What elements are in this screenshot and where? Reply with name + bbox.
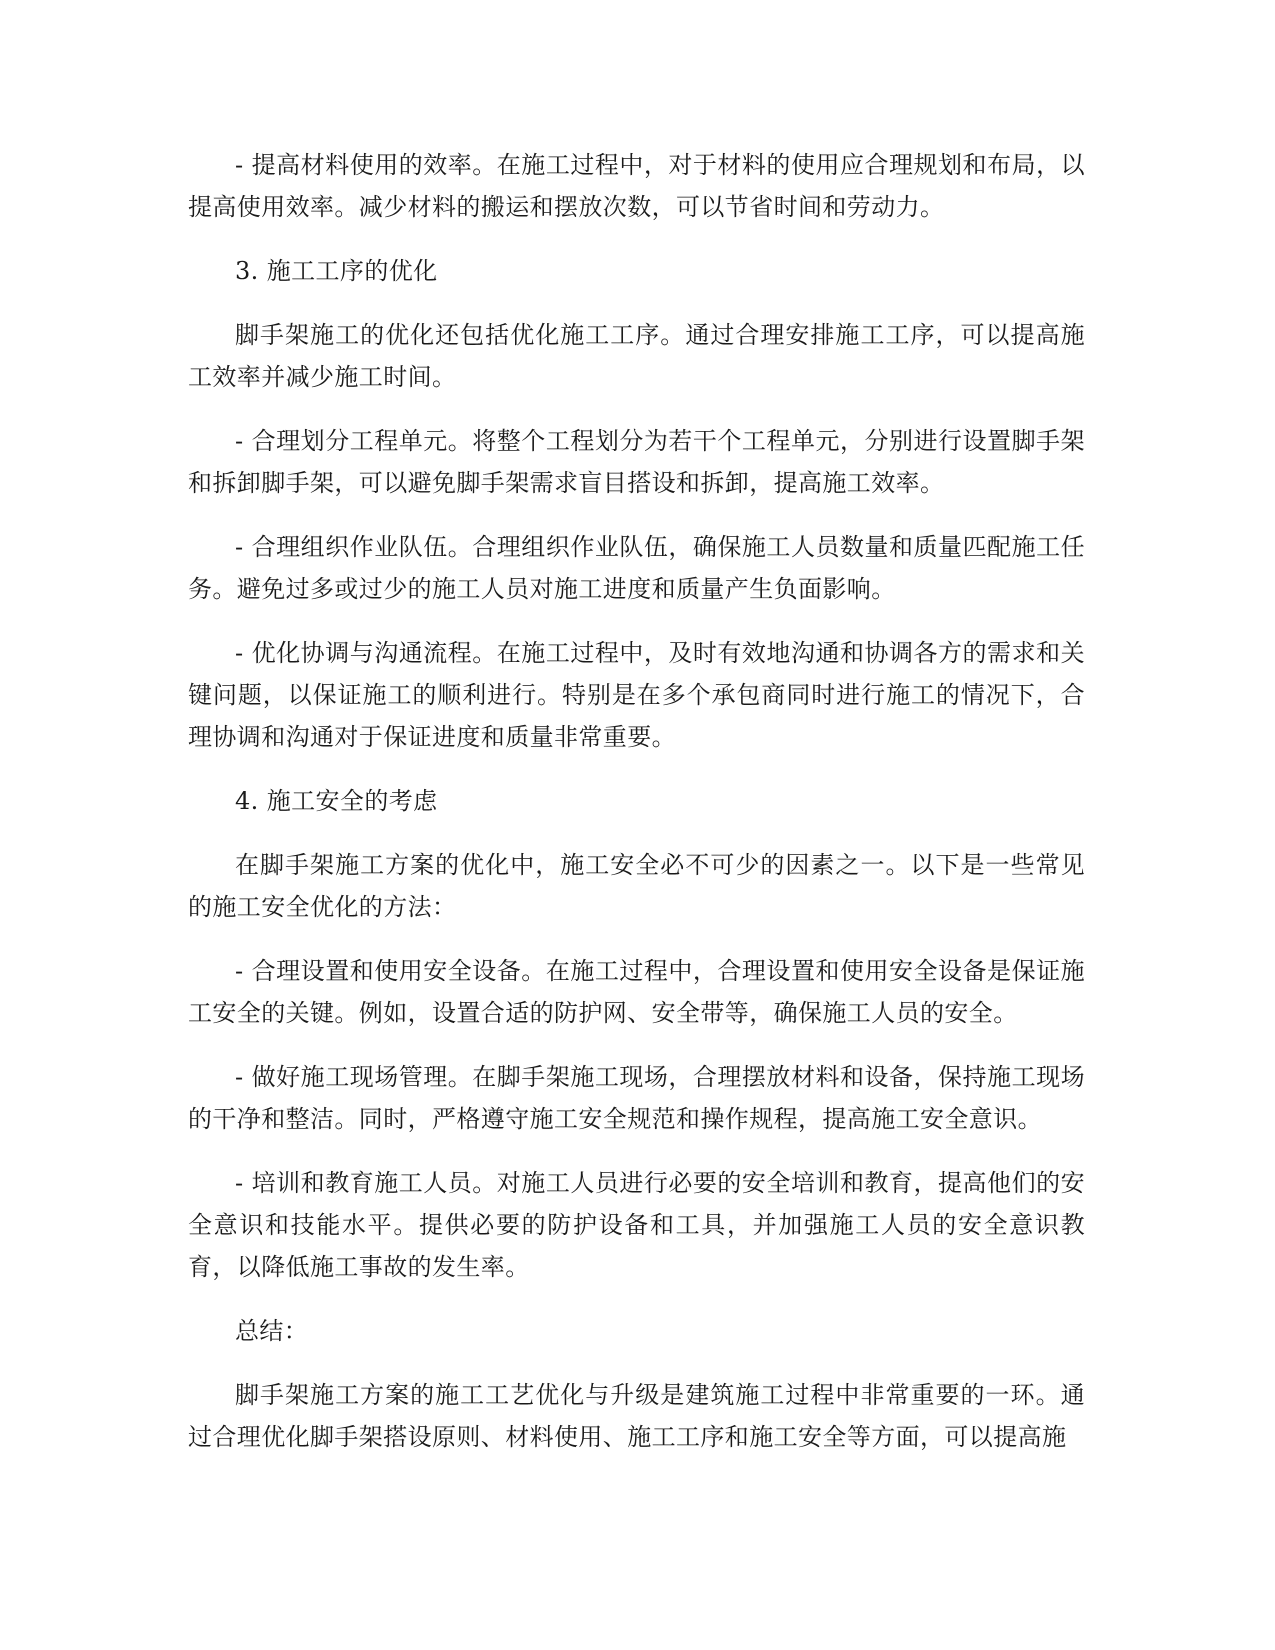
paragraph-work-teams: - 合理组织作业队伍。合理组织作业队伍，确保施工人员数量和质量匹配施工任务。避免过多或过少的施工人员对施工进度和质量产生负面影响。 bbox=[188, 533, 1085, 603]
paragraph-site-management: - 做好施工现场管理。在脚手架施工现场，合理摆放材料和设备，保持施工现场的干净和整洁。同时，严格遵守施工安全规范和操作规程，提高施工安全意识。 bbox=[188, 1063, 1085, 1133]
document-page bbox=[188, 144, 1085, 1480]
paragraph-coordination: - 优化协调与沟通流程。在施工过程中，及时有效地沟通和协调各方的需求和关键问题，以保证施工的顺利进行。特别是在多个承包商同时进行施工的情况下，合理协调和沟通对于保证进度和质量非常重要。 bbox=[188, 639, 1085, 751]
paragraph-training: - 培训和教育施工人员。对施工人员进行必要的安全培训和教育，提高他们的安全意识和技能水平。提供必要的防护设备和工具，并加强施工人员的安全意识教育，以降低施工事故的发生率。 bbox=[188, 1169, 1085, 1281]
paragraph-safety-intro: 在脚手架施工方案的优化中，施工安全必不可少的因素之一。以下是一些常见的施工安全优化的方法： bbox=[188, 851, 1085, 921]
paragraph-summary: 脚手架施工方案的施工工艺优化与升级是建筑施工过程中非常重要的一环。通过合理优化脚手架搭设原则、材料使用、施工工序和施工安全等方面，可以提高施 bbox=[188, 1381, 1085, 1451]
paragraph-material-efficiency: - 提高材料使用的效率。在施工过程中，对于材料的使用应合理规划和布局，以提高使用效率。减少材料的搬运和摆放次数，可以节省时间和劳动力。 bbox=[188, 151, 1085, 221]
paragraph-process-intro: 脚手架施工的优化还包括优化施工工序。通过合理安排施工工序，可以提高施工效率并减少施工时间。 bbox=[188, 321, 1085, 391]
paragraph-safety-equipment: - 合理设置和使用安全设备。在施工过程中，合理设置和使用安全设备是保证施工安全的关键。例如，设置合适的防护网、安全带等，确保施工人员的安全。 bbox=[188, 957, 1085, 1027]
section-heading-summary: 总结： bbox=[235, 1317, 309, 1345]
paragraph-work-units: - 合理划分工程单元。将整个工程划分为若干个工程单元，分别进行设置脚手架和拆卸脚手架，可以避免脚手架需求盲目搭设和拆卸，提高施工效率。 bbox=[188, 427, 1085, 497]
section-heading-safety: 4. 施工安全的考虑 bbox=[235, 787, 438, 815]
section-heading-process: 3. 施工工序的优化 bbox=[235, 257, 438, 285]
